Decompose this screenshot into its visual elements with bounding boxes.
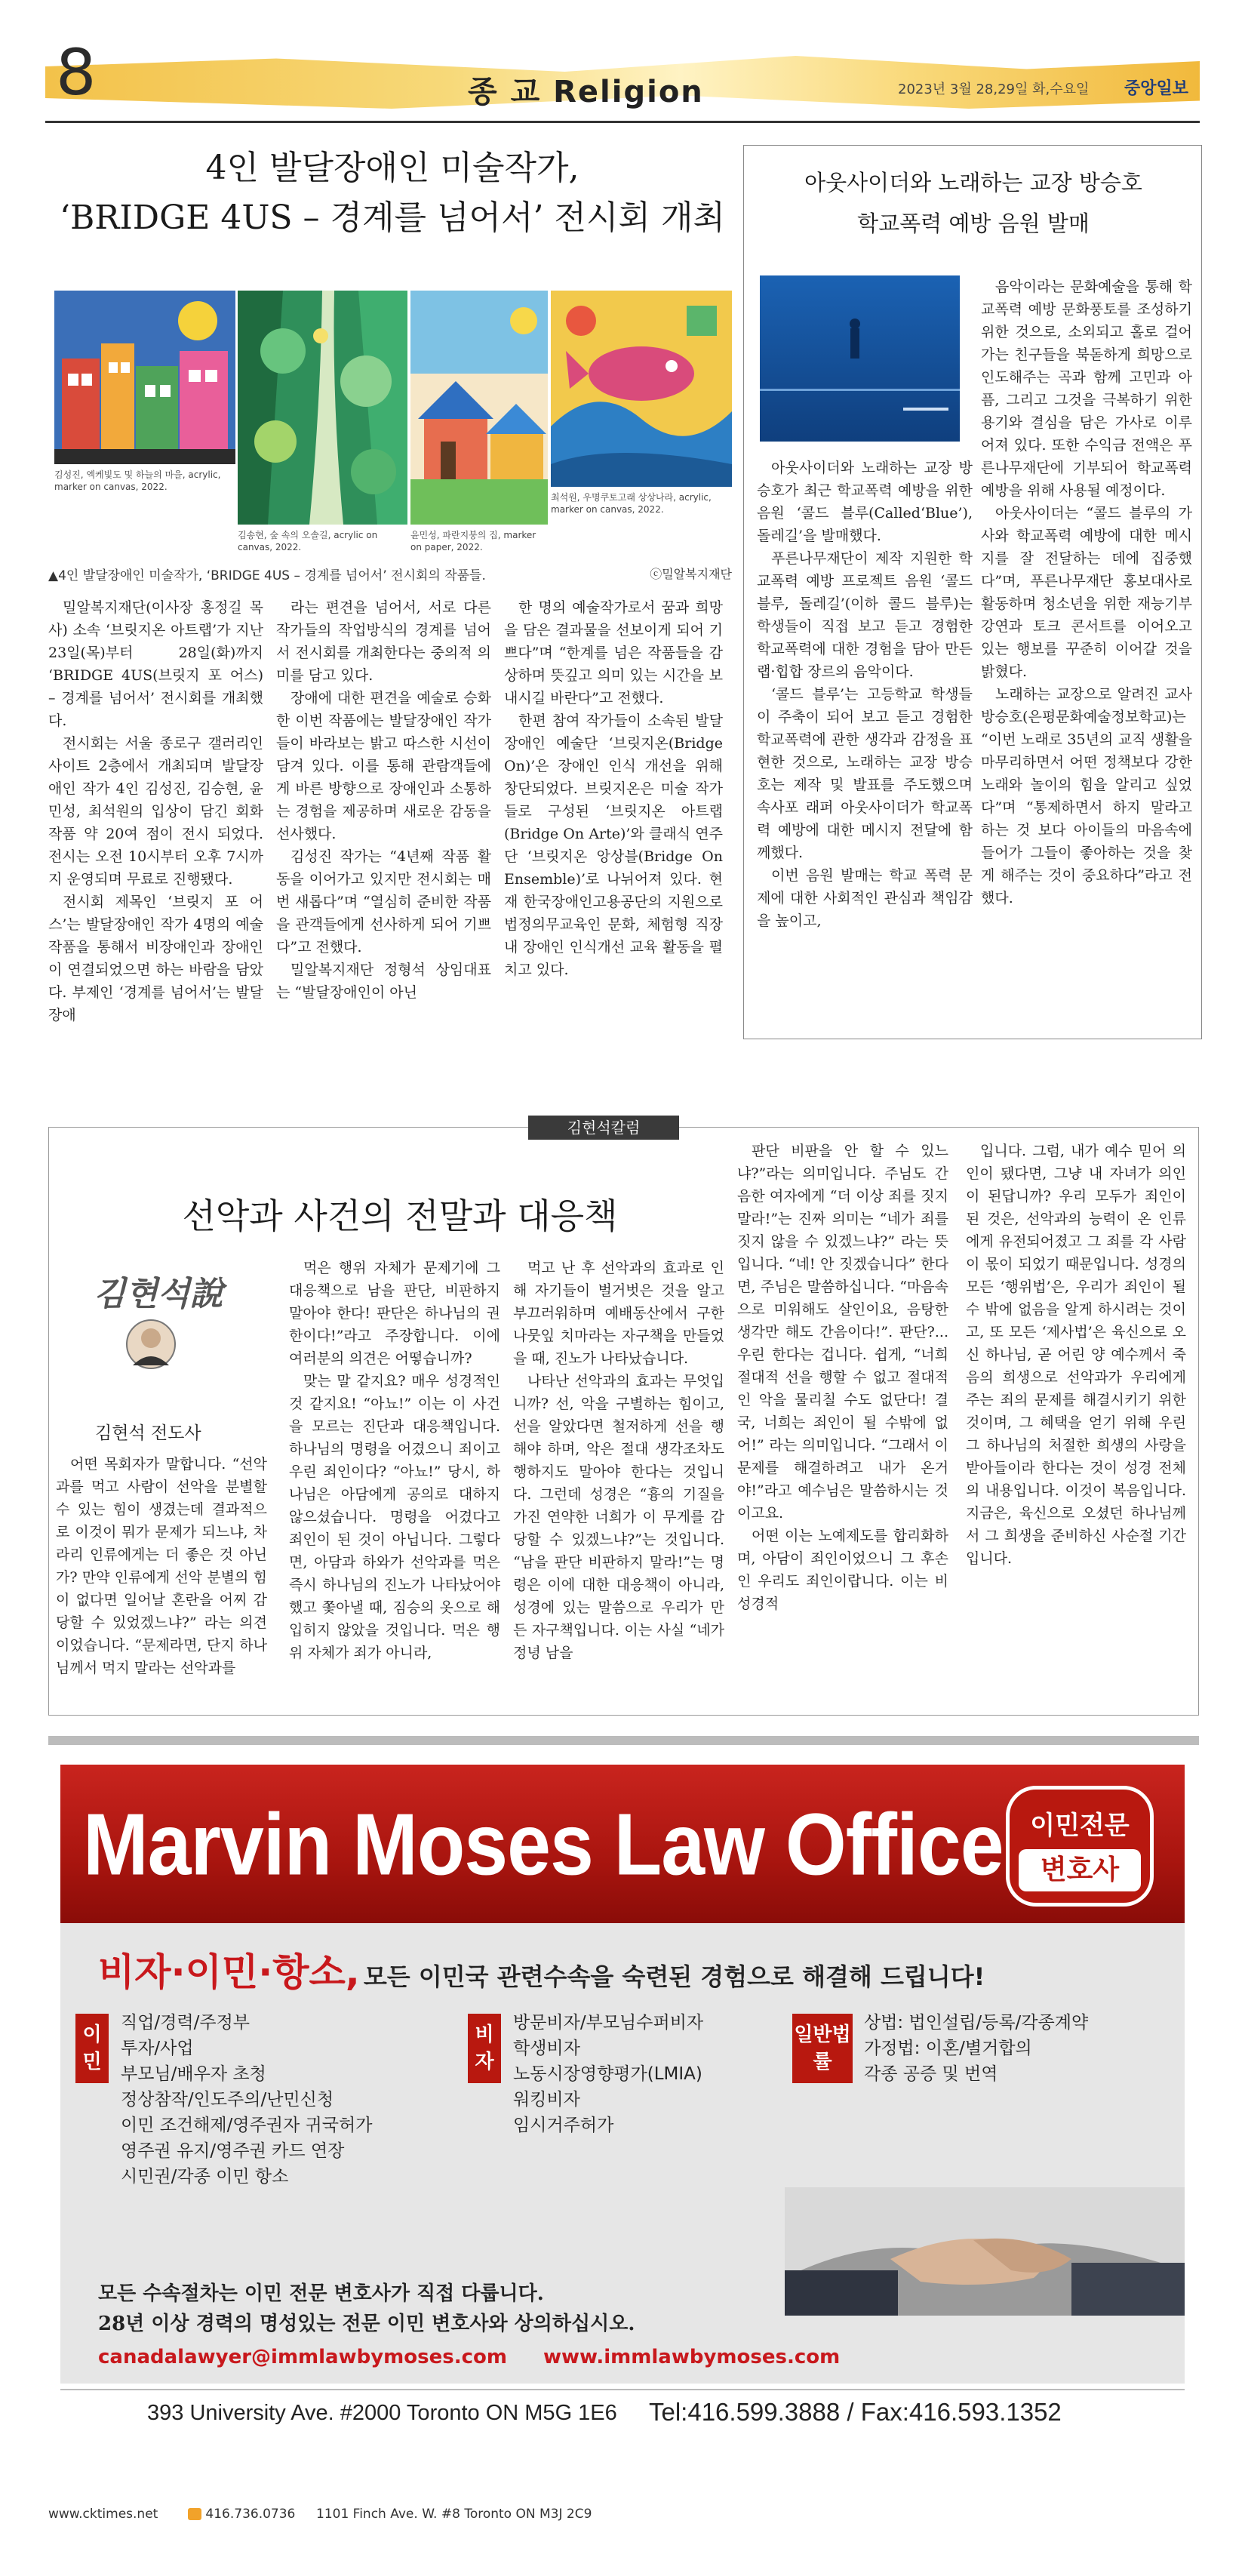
paragraph: 어떤 이는 노예제도를 합리화하며, 아담이 죄인이었으니 그 후손인 우리도 죄인이랍니다. 이는 비성경적 — [737, 1528, 948, 1612]
paragraph: 먹은 행위 자체가 문제기에 그 대응책으로 남을 판단, 비판하지 말아야 한다! 판단은 하나님의 권한이다!”라고 주장합니다. 이에 여러분의 의견은 어떻습니까? — [289, 1260, 500, 1367]
paragraph: 전시회 제목인 ‘브릿지 포 어스’는 발달장애인 작가 4명의 예술 작품을 통해서 비장애인과 장애인이 연결되었으면 하는 바람을 담았다. 부제인 ‘경계를 넘어서’는 발달장애 — [48, 894, 263, 1023]
list-item: 워킹비자 — [513, 2090, 580, 2110]
list-item: 노동시장영향평가(LMIA) — [513, 2064, 702, 2084]
footer-address: 1101 Finch Ave. W. #8 Toronto ON M3J 2C9 — [316, 2507, 592, 2522]
author-face — [141, 1328, 161, 1348]
article2-headline — [747, 162, 1200, 244]
artwork-2-image — [238, 291, 407, 525]
ad-badge-line2: 변호사 — [1019, 1849, 1141, 1891]
paragraph: 나타난 선악과의 효과는 무엇입니까? 선, 악을 구별하는 힘이고, 선을 알았다면 철저하게 선을 행해야 하며, 악은 절대 생각조차도 행하지도 말아야 한다는 것입니다. 그런데 성경은 “흉의 기질을 가진 연약한 너희가 이 무게를 감당할 수 있겠느냐?”는 것입니다. “남을 판단 비판하지 말라!”는 명령은 이에 대한 대응책이 아니라, 성경에 있는 말씀으로 우리가 만든 자구책입니다. 이는 사실 “네가 정녕 남을 — [513, 1373, 724, 1661]
column-logo-text: 김현석說 — [94, 1275, 223, 1313]
artwork-3 — [410, 291, 548, 559]
masthead-rule — [45, 121, 1200, 123]
ad-note-2: 28년 이상 경력의 명성있는 전문 이민 변호사와 상의하십시오. — [98, 2313, 635, 2335]
section-title: 종 교 Religion — [468, 75, 704, 109]
paragraph: 입니다. 그럼, 내가 예수 믿어 의인이 됐다면, 그냥 내 자녀가 의인이 된답니까? 우리 모두가 죄인이 된 것은, 선악과의 능력이 온 인류에게 유전되어졌고 그 죄를 각 사람이 몫이 되었기 때문입니다. 성경의 모든 ‘행위법’은, 우리가 죄인이 될 수 밖에 없음을 알게 하시려는 것이고, 또 모든 ‘제사법’은 육신으로 오신 하나님, 곧 어린 양 예수께서 죽음의 희생으로 선악과가 우리에게 주는 죄의 문제를 해결시키기 위한 것이며, 그 혜택을 얻기 위해 우린 그 하나님의 처절한 희생의 사랑을 받아들이라 한다는 것이 성경 전체의 내용입니다. 이것이 복음입니다. 지금은, 육신으로 오셨던 하나님께서 그 희생을 준비하신 사순절 기간입니다. — [966, 1143, 1186, 1567]
tag-immigration: 이민 — [75, 2014, 109, 2083]
artwork-4 — [551, 291, 732, 559]
article2-headline-line1: 아웃사이더와 노래하는 교장 방승호 — [804, 170, 1142, 195]
list-item: 방문비자/부모님수퍼비자 — [513, 2013, 704, 2033]
column-author: 김현석 전도사 — [95, 1423, 201, 1443]
paragraph: 먹고 난 후 선악과의 효과로 인해 자기들이 벌거벗은 것을 알고 부끄러워하며 예배동산에서 구한 나뭇잎 치마라는 자구책을 만들었을 때, 진노가 나타났습니다. — [513, 1260, 724, 1367]
tag-visa: 비자 — [468, 2014, 501, 2083]
phone-icon — [188, 2508, 201, 2520]
paragraph: 밀알복지재단 정형석 상임대표는 “발달장애인이 아닌 — [276, 962, 491, 1001]
column-text-3 — [513, 1257, 724, 1664]
list-item: 영주권 유지/영주권 카드 연장 — [121, 2141, 345, 2161]
section-divider — [48, 1736, 1199, 1745]
artwork-4-caption: 최석원, 우명쿠토고래 상상나라, acrylic, marker on canvas, 2022. — [551, 492, 712, 515]
article2-column-1 — [757, 457, 973, 932]
paragraph: 아웃사이더와 노래하는 교장 방승호가 최근 학교폭력 예방을 위한 음원 ‘콜드 블루(Called‘Blue’), 돌레길’을 발매했다. — [757, 460, 973, 544]
paragraph: 라는 편견을 넘어서, 서로 다른 작가들의 작업방식의 경계를 넘어서 전시회를 개최한다는 중의적 의미를 담고 있다. — [276, 599, 491, 684]
article2-column-2 — [981, 275, 1192, 909]
paragraph: ‘콜드 블루’는 고등학교 학생들이 주축이 되어 보고 듣고 경험한 학교폭력에 관한 생각과 감정을 표현한 것으로, 노래하는 교장 방승호는 제작 및 발표를 주도했으며 속사포 래퍼 아웃사이더가 학교폭력 예방에 대한 메시지 전달에 함께했다. — [757, 686, 973, 861]
newspaper-name: 중앙일보 — [1124, 79, 1189, 98]
ad-subtitle — [98, 1942, 985, 1996]
paragraph: 아웃사이더는 “콜드 블루의 가사와 학교폭력 예방에 대한 메시지를 잘 전달하는 데에 집중했다”며, 푸른나무재단 홍보대사로 활동하며 청소년을 위한 재능기부 강연과 토크 콘서트를 이어오고 있는 행보를 꾸준히 이어갈 것을 밝혔다. — [981, 505, 1192, 680]
ad-address: 393 University Ave. #2000 Toronto ON M5G 1E6 — [147, 2401, 617, 2425]
article1-column-2 — [276, 596, 491, 1004]
article1-column-1 — [48, 596, 263, 1026]
photo-caption: ▲4인 발달장애인 미술작가, ‘BRIDGE 4US – 경계를 넘어서’ 전시회의 작품들. — [48, 568, 486, 583]
article1-headline-line1: 4인 발달장애인 미술작가, — [205, 149, 579, 187]
page-footer — [48, 2501, 1199, 2531]
paragraph: 장애에 대한 편견을 예술로 승화한 이번 작품에는 발달장애인 작가들이 바라보는 밝고 따스한 시선이 담겨 있다. 이를 통해 관람객들에게 바른 방향으로 장애인과 소통하는 경험을 제공하며 새로운 감동을 선사했다. — [276, 690, 491, 842]
masthead — [45, 36, 1200, 125]
photo-credit: ⓒ밀알복지재단 — [650, 567, 732, 581]
ad-banner — [60, 1765, 1185, 1923]
page-number: 8 — [56, 35, 97, 109]
paragraph: 한 명의 예술작가로서 꿈과 희망을 담은 결과물을 선보이게 되어 기쁘다”며 “한계를 넘은 작품들을 감상하며 뜻깊고 의미 있는 시간을 보내시길 바란다”고 전했다. — [504, 599, 723, 706]
list-item: 각종 공증 및 번역 — [864, 2064, 998, 2084]
column-logo — [91, 1272, 241, 1370]
law-office-ad — [60, 1765, 1185, 2384]
artwork-2 — [238, 291, 407, 559]
paragraph: 푸른나무재단이 제작 지원한 학교폭력 예방 프로젝트 음원 ‘콜드 블루, 돌레길’(이하 콜드 블루)는 학생들이 직접 보고 듣고 경험한 학교폭력에 대한 경험을 담아 만든 랩·힙합 장르의 음악이다. — [757, 550, 973, 680]
paragraph: 판단 비판을 안 할 수 있느냐?”라는 의미입니다. 주님도 간음한 여자에게 “더 이상 죄를 짓지 말라!”는 진짜 의미는 “네가 죄를 짓지 않을 수 있겠느냐?” 라는 뜻입니다. “네! 안 짓겠습니다” 한다면, 주님은 말씀하십니다. “마음속으로 미워해도 살인이요, 음탕한 생각만 해도 간음이다!”. 판단?... 우린 한다는 겁니다. 쉽게, “너희 절대적 선을 행할 수 없고 절대적인 악을 물리칠 수도 없단다! 결국, 너희는 죄인이 될 수밖에 없어!” 라는 의미입니다. “그래서 이 문제를 해결하려고 내가 온거야!”라고 예수님은 말씀하시는 것이고요. — [737, 1143, 948, 1522]
paragraph: 어떤 목회자가 말합니다. “선악과를 먹고 사람이 선악을 분별할 수 있는 힘이 생겼는데 결과적으로 이것이 뭐가 문제가 되느냐, 차라리 인류에게는 더 좋은 것 아닌가? 만약 인류에게 선악 분별의 힘이 없다면 일어날 혼란을 어찌 감당할 수 있었겠느냐?” 라는 의견이었습니다. “문제라면, 단지 하나님께서 먹지 말라는 선악과를 — [56, 1456, 267, 1676]
footer-phone: 416.736.0736 — [205, 2507, 296, 2522]
artwork-1-caption: 김성진, 엑케빛도 및 하늘의 마을, acrylic, marker on canvas, 2022. — [54, 469, 221, 492]
footer-phone-group — [188, 2507, 295, 2522]
artwork-3-caption: 윤민성, 파란지붕의 집, marker on paper, 2022. — [410, 530, 536, 552]
artwork-4-image — [551, 291, 732, 487]
column-label: 김현석칼럼 — [528, 1116, 679, 1140]
ad-website[interactable]: www.immlawbymoses.com — [543, 2346, 841, 2368]
artwork-3-image — [410, 291, 548, 525]
visa-list — [513, 2010, 703, 2138]
column-text-4 — [737, 1140, 948, 1615]
list-item: 직업/경력/주정부 — [121, 2013, 251, 2033]
list-item: 이민 조건해제/영주권자 귀국허가 — [121, 2116, 373, 2135]
handshake-image — [785, 2187, 1185, 2316]
list-item: 정상참작/인도주의/난민신청 — [121, 2090, 334, 2110]
artwork-1-image — [54, 291, 235, 464]
tag-general-law: 일반법률 — [792, 2014, 853, 2083]
column-text-2 — [289, 1257, 500, 1664]
issue-date: 2023년 3월 28,29일 화,수요일 — [898, 82, 1090, 97]
article2-headline-line2: 학교폭력 예방 음원 발매 — [857, 211, 1090, 236]
paragraph: 노래하는 교장으로 알려진 교사 방승호(은평문화예술정보학교)는 “이번 노래로 35년의 교직 생활을 마무리하면서 어떤 정책보다 강한 노래와 놀이의 힘을 알리고 싶었다”며 “통제하면서 하지 말라고 하는 것 보다 아이들의 마음속에 들어가 그들이 좋아하는 것을 찾게 해주는 것이 중요하다”라고 전했다. — [981, 686, 1192, 906]
ad-title: Marvin Moses Law Office — [83, 1796, 1004, 1894]
list-item: 학생비자 — [513, 2039, 580, 2058]
column-text-5 — [966, 1140, 1186, 1570]
article1-column-3 — [504, 596, 723, 981]
ad-subtitle-red: 비자·이민·항소, — [98, 1950, 360, 1994]
immigration-list — [121, 2010, 372, 2190]
list-item: 시민권/각종 이민 항소 — [121, 2167, 289, 2187]
paragraph: 이번 음원 발매는 학교 폭력 문제에 대한 사회적인 관심과 책임감을 높이고, — [757, 867, 973, 929]
column-headline: 선악과 사건의 전말과 대응책 — [182, 1196, 618, 1236]
ad-email[interactable]: canadalawyer@immlawbymoses.com — [98, 2346, 507, 2368]
ad-subtitle-black: 모든 이민국 관련수속을 숙련된 경험으로 해결해 드립니다! — [363, 1962, 985, 1991]
artwork-2-caption: 김송현, 숲 속의 오솔길, acrylic on canvas, 2022. — [238, 530, 378, 552]
article1-headline — [45, 143, 739, 243]
list-item: 부모님/배우자 초청 — [121, 2064, 266, 2084]
artwork-1 — [54, 291, 235, 559]
paragraph: 한편 참여 작가들이 소속된 발달장애인 예술단 ‘브릿지온(Bridge On)’은 장애인 인식 개선을 위해 창단되었다. 브릿지온은 미술 작가들로 구성된 ‘브릿지온 아트랩(Bridge On Arte)’와 클래식 연주단 ‘브릿지온 앙상블(Bridge On Ensemble)’로 나뉘어져 있다. 현재 한국장애인고용공단의 지원으로 법정의무교육인 문화, 체험형 직장 내 장애인 인식개선 교육 활동을 펼치고 있다. — [504, 712, 723, 978]
ad-address-bar — [60, 2389, 1185, 2433]
paragraph: 맞는 말 같지요? 매우 성경적인 것 같지요! “아뇨!” 이는 이 사건을 모르는 진단과 대응책입니다. 하나님의 명령을 어겼으니 죄이고 우린 죄인이다? “아뇨!” 당시, 하나님은 아담에게 공의로 대하지 않으셨습니다. 명령을 어겼다고 죄인이 된 것이 아닙니다. 그렇다면, 아담과 하와가 선악과를 먹은 즉시 하나님의 진노가 나타났어야 했고 쫓아낼 때, 짐승의 옷으로 해입히지 않았을 것입니다. 먹은 행위 자체가 죄가 아니라, — [289, 1373, 500, 1661]
list-item: 투자/사업 — [121, 2039, 194, 2058]
ad-badge — [1006, 1786, 1154, 1907]
paragraph: 전시회는 서울 종로구 갤러리인사이트 2층에서 개최되며 발달장애인 작가 4인 김성진, 김승현, 윤민성, 최석원의 입상이 담긴 회화 작품 약 20여 점이 전시 되었다. 전시는 오전 10시부터 오후 7시까지 운영되며 무료로 진행됐다. — [48, 735, 263, 888]
ad-note-1: 모든 수속절차는 이민 전문 변호사가 직접 다룹니다. — [98, 2282, 544, 2305]
column-text-1 — [56, 1453, 267, 1679]
ad-badge-line1: 이민전문 — [1030, 1811, 1130, 1841]
paragraph: 음악이라는 문화예술을 통해 학교폭력 예방 문화풍토를 조성하기 위한 것으로, 소외되고 홀로 걸어가는 친구들을 북돋하게 희망으로 인도해주는 곡과 함께 고민과 아픔, 그리고 그것을 극복하기 위한 용기와 결심을 담은 가사로 이루어져 있다. 또한 수익금 전액은 푸른나무재단에 기부되어 학교폭력 예방을 위해 사용될 예정이다. — [981, 279, 1192, 499]
ad-phone: Tel:416.599.3888 / Fax:416.593.1352 — [649, 2398, 1062, 2426]
list-item: 가정법: 이혼/별거합의 — [864, 2039, 1032, 2058]
paragraph: 김성진 작가는 “4년째 작품 활동을 이어가고 있지만 전시회는 매번 새롭다”며 “열심히 준비한 작품을 관객들에게 선사하게 되어 기쁘다”고 전했다. — [276, 848, 491, 956]
album-cover-image — [760, 275, 960, 442]
list-item: 임시거주허가 — [513, 2116, 614, 2135]
paragraph: 밀알복지재단(이사장 홍정길 목사) 소속 ‘브릿지온 아트랩’가 지난 23일(목)부터 28일(화)까지 ‘BRIDGE 4US(브릿지 포 어스) – 경계를 넘어서’ 전시회를 개최했다. — [48, 599, 263, 729]
list-item: 상법: 법인설립/등록/각종계약 — [864, 2013, 1089, 2033]
general-law-list — [864, 2010, 1088, 2087]
footer-site[interactable]: www.cktimes.net — [48, 2507, 158, 2522]
article1-headline-line2: ‘BRIDGE 4US – 경계를 넘어서’ 전시회 개최 — [59, 199, 726, 237]
